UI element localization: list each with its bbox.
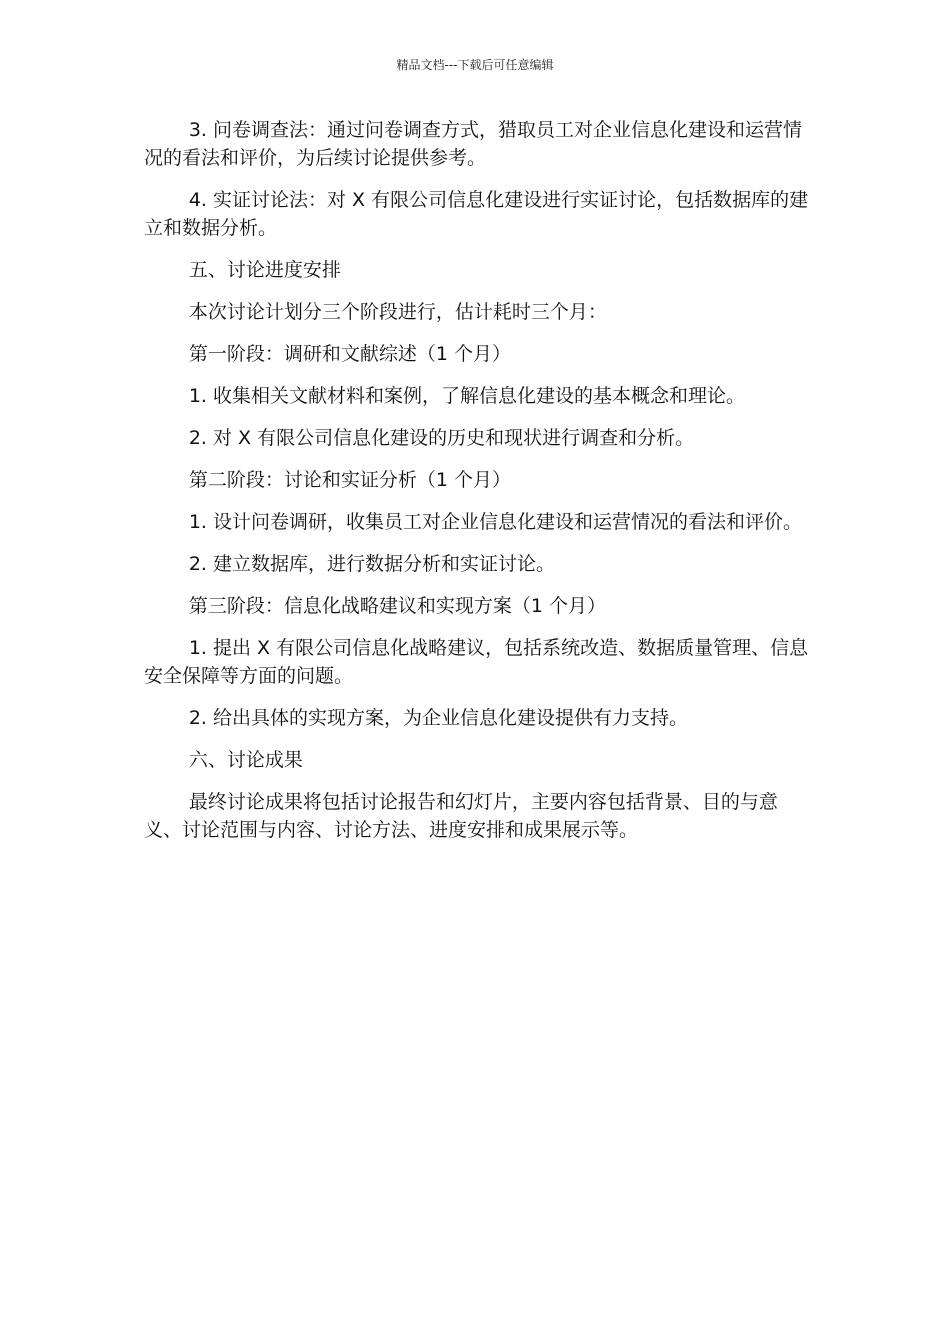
phase-1-item-2: 2. 对 X 有限公司信息化建设的历史和现状进行调查和分析。 (188, 427, 695, 449)
document-body (144, 116, 810, 858)
paragraph-method-questionnaire: 3. 问卷调查法：通过问卷调查方式，猎取员工对企业信息化建设和运营情况的看法和评价，为后续讨论提供参考。 (144, 119, 802, 169)
page-header: 精品文档---下载后可任意编辑 (396, 58, 554, 72)
section-heading-results: 六、讨论成果 (188, 749, 303, 771)
paragraph-results: 最终讨论成果将包括讨论报告和幻灯片，主要内容包括背景、目的与意义、讨论范围与内容、讨论方法、进度安排和成果展示等。 (144, 791, 778, 841)
phase-2-item-2: 2. 建立数据库，进行数据分析和实证讨论。 (188, 553, 555, 575)
phase-heading-2: 第二阶段：讨论和实证分析（1 个月） (188, 469, 511, 491)
paragraph-method-empirical: 4. 实证讨论法：对 X 有限公司信息化建设进行实证讨论，包括数据库的建立和数据分析。 (144, 189, 809, 239)
phase-1-item-1: 1. 收集相关文献材料和案例，了解信息化建设的基本概念和理论。 (188, 385, 745, 407)
phase-heading-1: 第一阶段：调研和文献综述（1 个月） (188, 343, 511, 365)
phase-2-item-1: 1. 设计问卷调研，收集员工对企业信息化建设和运营情况的看法和评价。 (188, 511, 802, 533)
paragraph-schedule-intro: 本次讨论计划分三个阶段进行，估计耗时三个月： (188, 301, 607, 323)
phase-3-item-2: 2. 给出具体的实现方案，为企业信息化建设提供有力支持。 (188, 707, 688, 729)
phase-heading-3: 第三阶段：信息化战略建议和实现方案（1 个月） (188, 595, 606, 617)
section-heading-schedule: 五、讨论进度安排 (188, 259, 341, 281)
phase-3-item-1: 1. 提出 X 有限公司信息化战略建议，包括系统改造、数据质量管理、信息安全保障等方面的问题。 (144, 637, 809, 687)
